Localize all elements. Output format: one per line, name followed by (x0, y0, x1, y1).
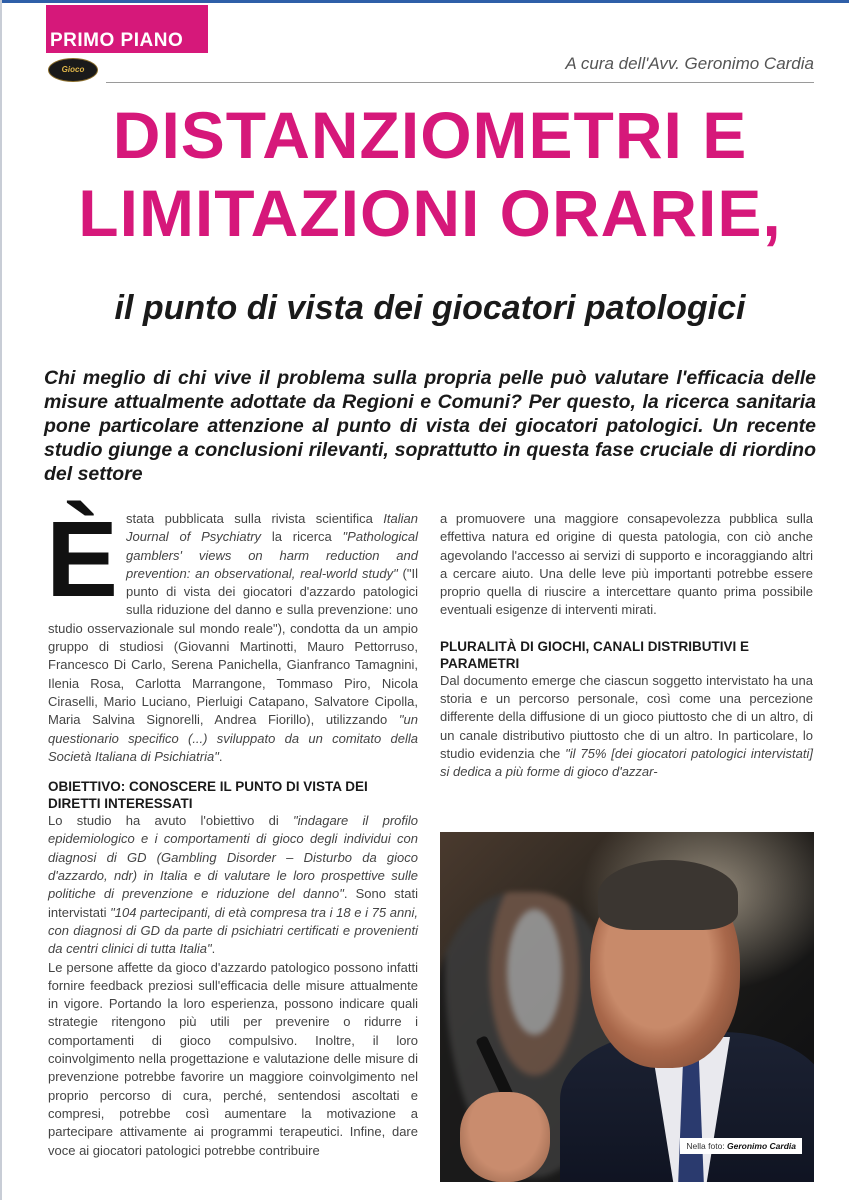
objective-paragraph (48, 812, 418, 958)
headline-line-2: LIMITAZIONI ORARIE, (78, 176, 782, 250)
caption-name: Geronimo Cardia (727, 1141, 796, 1151)
feedback-paragraph: Le persone affette da gioco d'azzardo patologico possono infatti fornire feedback preziosi sull'efficacia delle misure attualmente in vigore. Portando la loro esperienza, possono indicare quali strategie ritengono più utili per prevenire o ridurre i comportamenti di gioco compulsivo. Inoltre, il loro coinvolgimento nella progettazione e valutazione delle misure di prevenzione potrebbe favorire un maggiore coinvolgimento nel proprio percorso di cura, perché, sentendosi ascoltati e compresi, potrebbe così aumentare la motivazione a partecipare attivamente ai programmi terapeutici. Infine, dare voce ai giocatori patologici potrebbe contribuire (48, 959, 418, 1158)
quote: "un questionario specifico (...) sviluppato da un comitato della Società Italiana di Psichiatria" (48, 712, 418, 764)
quote: "104 partecipanti, di età compresa tra i 18 e i 75 anni, con diagnosi di GD da parte di psichiatri certificati e provenienti da centri clinici di tutta Italia" (48, 904, 418, 957)
subhead-plurality: PLURALITÀ DI GIOCHI, CANALI DISTRIBUTIVI E PARAMETRI (440, 638, 749, 671)
subhead-objective: OBIETTIVO: CONOSCERE IL PUNTO DI VISTA DEI DIRETTI INTERESSATI (48, 779, 368, 812)
text-run: stata pubblicata sulla rivista scientifica (126, 511, 384, 526)
headline (40, 96, 820, 252)
brand-logo (48, 58, 98, 82)
subject-hair (598, 860, 738, 930)
article-column-right (440, 510, 813, 782)
drop-cap: È (46, 498, 119, 619)
journal-name: Italian Journal of Psychiatry (126, 511, 418, 545)
subheadline: il punto di vista dei giocatori patologici (114, 289, 746, 327)
text-run: . Sono stati intervistati (48, 886, 418, 920)
byline: A cura dell'Avv. Geronimo Cardia (565, 54, 814, 73)
text-run: Lo studio ha avuto l'obiettivo di (48, 813, 294, 829)
section-label: PRIMO PIANO (50, 30, 184, 51)
byline-divider (106, 82, 814, 83)
subject-hand (460, 1092, 550, 1182)
continuation-paragraph: a promuovere una maggiore consapevolezza pubblica sulla effettiva natura ed origine di questa patologia, con ciò anche agevolando l'accesso ai servizi di supporto e incoraggiando altri a cercare aiuto. Una delle leve più importanti potrebbe essere proprio quella di riuscire a intercettare quanto prima possibile eventuali esigenze di interventi mirati. (440, 511, 813, 618)
caption-prefix: Nella foto: (686, 1141, 728, 1151)
quote: "il 75% [dei giocatori patologici intervistati] si dedica a più forme di gioco d'azzar- (440, 745, 814, 780)
article-photo (440, 832, 814, 1182)
text-run: Dal documento emerge che ciascun soggetto intervistato ha una storia e un percorso personale, così come una percezione differente della diffusione di un gioco piuttosto che di un altro, di un canale distributivo piuttosto che di un altro. In particolare, lo studio evidenzia che (440, 672, 813, 761)
section-tag (46, 5, 208, 53)
text-run: . (211, 941, 216, 957)
study-title: "Pathological gamblers' views on harm reduction and prevention: an observational, real-world study" (126, 529, 418, 581)
headline-line-1: DISTANZIOMETRI E (112, 98, 748, 172)
photo-caption (680, 1138, 802, 1154)
text-run: la ricerca (261, 529, 343, 545)
article-column-left (46, 498, 418, 1160)
standfirst: Chi meglio di chi vive il problema sulla propria pelle può valutare l'efficacia delle misure attualmente adottate da Regioni e Comuni? Per questo, la ricerca sanitaria pone particolare attenzione al punto di vista dei giocatori patologici. Un recente studio giunge a conclusioni rilevanti, soprattutto in questa fase cruciale di riordino del settore (44, 367, 816, 485)
top-border (0, 0, 849, 3)
left-border (0, 0, 2, 1200)
brand-logo-text: Gioco (61, 65, 85, 74)
text-run: . (218, 748, 223, 764)
plurality-paragraph (440, 672, 813, 782)
quote: "indagare il profilo epidemiologico e i comportamenti di gioco degli individui con diagnosi di GD (Gambling Disorder – Disturbo da gioco d'azzardo, ndr) in Italia e di valutare le loro prospettive sulle politiche di prevenzione e riduzione del danno" (48, 813, 418, 902)
text-run: ("Il punto di vista dei giocatori d'azzardo patologici sulla riduzione del danno e sulla prevenzione: uno studio osservazionale sul mondo reale"), condotta da un ampio gruppo di studiosi (Giovanni Martinotti, Mauro Pettorruso, Francesco Di Carlo, Serena Panichella, Gianfranco Tamagnini, Ilenia Rosa, Carlotta Marrangone, Tommaso Piro, Nicola Ciraselli, Mario Luciano, Pierluigi Catapano, Salvatore Cipolla, Maria Salvina Signorelli, Andrea Fiorillo), utilizzando (48, 565, 418, 728)
intro-paragraph (46, 498, 418, 766)
